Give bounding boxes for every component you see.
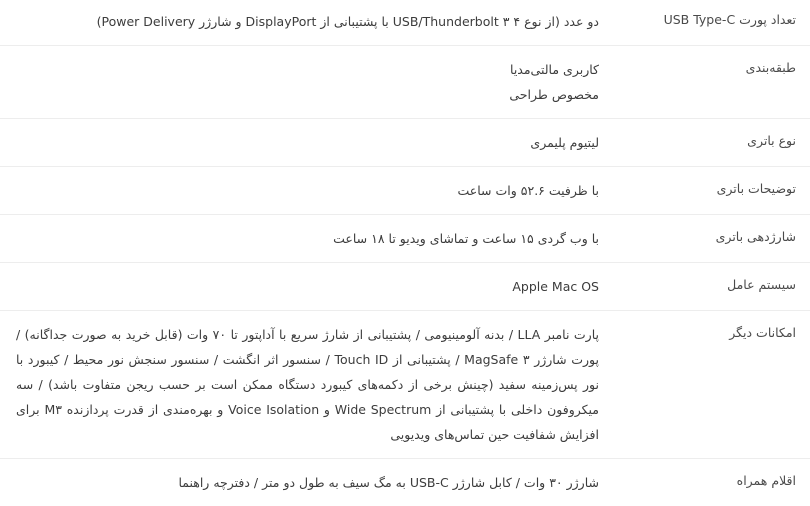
table-row — [0, 311, 810, 459]
table-row — [0, 263, 810, 311]
table-row — [0, 0, 810, 46]
spec-label: توضیحات باتری — [611, 167, 810, 215]
table-row — [0, 119, 810, 167]
table-row — [0, 167, 810, 215]
spec-value-line: Apple Mac OS — [16, 274, 599, 299]
spec-label: امکانات دیگر — [611, 311, 810, 459]
spec-value: پارت نامبر LLA / بدنه آلومینیومی / پشتیبانی از شارژ سریع با آداپتور تا ۷۰ وات (قابل خرید به صورت جداگانه) / پورت شارژر MagSafe ۳ / پشتیبانی از Touch ID / سنسور اثر انگشت / سنسور سنجش نور محیط / کیبورد با نور پس‌زمینه سفید (چینش برخی از دکمه‌های کیبورد دستگاه ممکن است بر حسب ریجن متفاوت باشد) / سه میکروفون داخلی با پشتیبانی از Wide Spectrum و Voice Isolation و بهره‌مندی از قدرت پردازنده M۳ برای افزایش شفافیت حین تماس‌های ویدیویی — [0, 311, 611, 459]
spec-value-line: دو عدد (از نوع ۴ USB/Thunderbolt ۳ با پشتیبانی از DisplayPort و شارژر Power Delivery) — [16, 9, 599, 34]
spec-value — [0, 119, 611, 167]
spec-value — [0, 459, 611, 506]
spec-label: طبقه‌بندی — [611, 46, 810, 119]
spec-value-line: با وب گردی ۱۵ ساعت و تماشای ویدیو تا ۱۸ ساعت — [16, 226, 599, 251]
spec-label: تعداد پورت USB Type-C — [611, 0, 810, 46]
spec-value — [0, 46, 611, 119]
spec-value-line: با ظرفیت ۵۲.۶ وات ساعت — [16, 178, 599, 203]
spec-label: نوع باتری — [611, 119, 810, 167]
table-row — [0, 46, 810, 119]
table-row — [0, 215, 810, 263]
spec-value-line: شارژر ۳۰ وات / کابل شارژر USB-C به مگ سیف به طول دو متر / دفترچه راهنما — [16, 470, 599, 495]
spec-label: شارژدهی باتری — [611, 215, 810, 263]
spec-value — [0, 167, 611, 215]
spec-value-line: مخصوص طراحی — [16, 82, 599, 107]
spec-value — [0, 263, 611, 311]
spec-value — [0, 0, 611, 46]
spec-value-line: کاربری مالتی‌مدیا — [16, 57, 599, 82]
spec-label: سیستم عامل — [611, 263, 810, 311]
spec-value-line: لیتیوم پلیمری — [16, 130, 599, 155]
table-row — [0, 459, 810, 506]
spec-value — [0, 215, 611, 263]
spec-label: اقلام همراه — [611, 459, 810, 506]
